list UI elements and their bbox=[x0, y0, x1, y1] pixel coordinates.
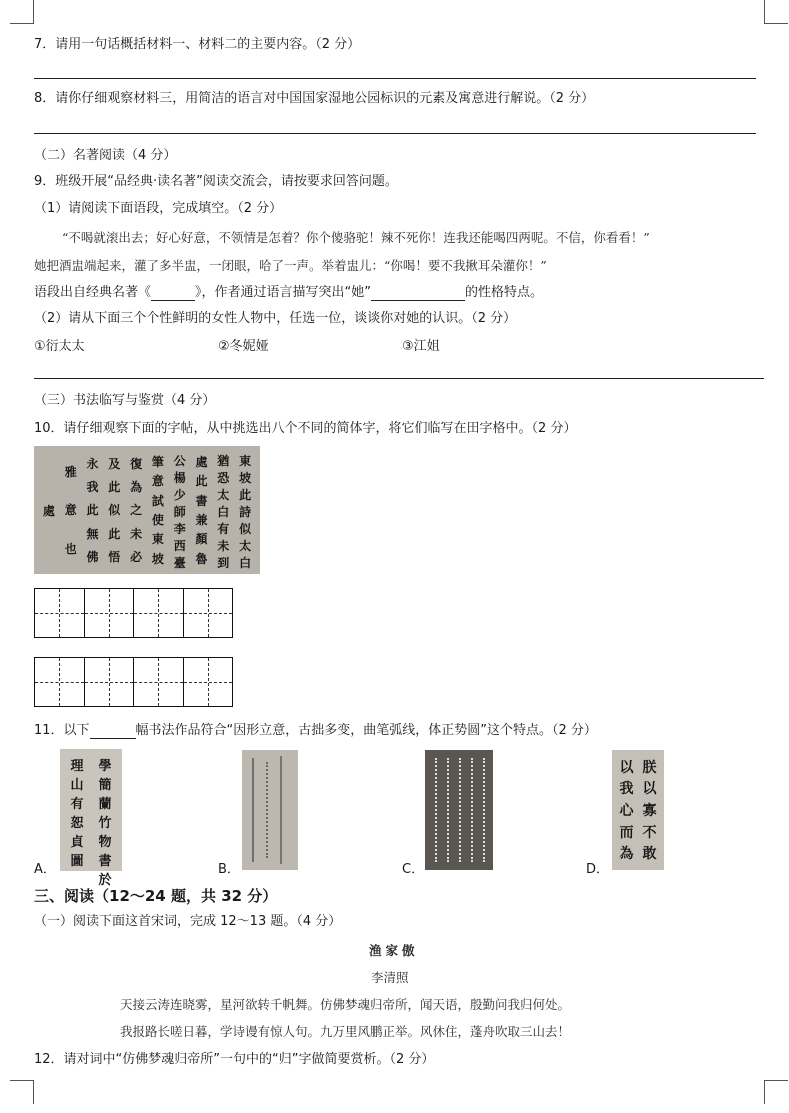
copybook-char: 永 bbox=[86, 457, 99, 472]
tianzige-cell[interactable] bbox=[183, 588, 234, 638]
question-7: 7．请用一句话概括材料一、材料二的主要内容。（2 分） bbox=[34, 37, 361, 52]
calligraphy-char: 不 bbox=[642, 824, 657, 841]
option-character-1: ①衍太太 bbox=[34, 339, 85, 354]
copybook-char: 試 bbox=[151, 493, 164, 508]
copybook-column bbox=[125, 452, 147, 568]
copybook-char: 此 bbox=[239, 488, 252, 502]
calligraphy-char: 而 bbox=[619, 824, 634, 841]
copybook-column bbox=[212, 452, 234, 568]
copybook-char: 東 bbox=[239, 454, 252, 468]
subsection-song-ci: （一）阅读下面这首宋词，完成 12～13 题。（4 分） bbox=[34, 914, 342, 929]
copybook-char: 似 bbox=[108, 503, 121, 518]
crop-mark-top-right bbox=[764, 0, 788, 24]
fill-blank-sentence bbox=[34, 285, 543, 301]
copybook-column bbox=[103, 452, 125, 568]
poem-author: 李清照 bbox=[371, 970, 409, 985]
copybook-char: 也 bbox=[64, 542, 77, 557]
copybook-char: 魯 bbox=[195, 551, 208, 566]
tianzige-cell[interactable] bbox=[34, 657, 85, 707]
copybook-char: 李 bbox=[173, 522, 186, 536]
calligraphy-option-a-image bbox=[60, 749, 122, 888]
question-8: 8．请你仔细观察材料三，用简洁的语言对中国国家湿地公园标识的元素及寓意进行解说。（2 分） bbox=[34, 91, 595, 106]
calligraphy-column bbox=[615, 756, 638, 864]
option-character-3: ③江姐 bbox=[402, 339, 440, 354]
copybook-column bbox=[191, 452, 213, 568]
copybook-char: 意 bbox=[64, 503, 77, 518]
copybook-char: 我 bbox=[86, 480, 99, 495]
copybook-char: 此 bbox=[86, 503, 99, 518]
crop-mark-bottom-left bbox=[10, 1080, 34, 1104]
copybook-char: 師 bbox=[173, 505, 186, 519]
copybook-column bbox=[60, 452, 82, 568]
copybook-char: 白 bbox=[217, 505, 230, 519]
copybook-char: 復 bbox=[130, 457, 143, 472]
tianzige-cell[interactable] bbox=[84, 657, 135, 707]
copybook-char: 此 bbox=[108, 526, 121, 541]
copybook-char: 東 bbox=[151, 532, 164, 547]
copybook-column bbox=[169, 452, 191, 568]
answer-line-q7[interactable] bbox=[34, 78, 756, 79]
copybook-char: 詩 bbox=[239, 505, 252, 519]
calligraphy-option-c-image bbox=[425, 750, 493, 870]
answer-blank-q11[interactable] bbox=[90, 725, 136, 739]
copybook-char: 少 bbox=[173, 488, 186, 502]
crop-mark-bottom-right bbox=[764, 1080, 788, 1104]
poem-line-2: 我报路长嗟日暮，学诗谩有惊人句。九万里风鹏正举。风休住，蓬舟吹取三山去！ bbox=[120, 1024, 571, 1039]
copybook-char: 未 bbox=[217, 539, 230, 553]
calligraphy-char: 以 bbox=[619, 759, 634, 776]
copybook-char: 太 bbox=[217, 488, 230, 502]
question-11-text-a: 11．以下 bbox=[34, 723, 90, 738]
calligraphy-char: 以 bbox=[642, 781, 657, 798]
calligraphy-char: 學 bbox=[98, 759, 112, 774]
passage-line-1: “不喝就滚出去；好心好意，不领情是怎着？你个傻骆驼！辣不死你！连我还能喝四两呢。不信，你看看！” bbox=[62, 230, 650, 245]
calligraphy-char: 圖 bbox=[70, 854, 84, 869]
fill-text-a: 语段出自经典名著《 bbox=[34, 285, 152, 300]
calligraphy-char: 山 bbox=[70, 778, 84, 793]
copybook-column bbox=[38, 452, 60, 568]
copybook-char: 雅 bbox=[64, 464, 77, 479]
copybook-char: 恐 bbox=[217, 471, 230, 485]
copybook-char: 顏 bbox=[195, 532, 208, 547]
part-three-title: 三、阅读（12～24 题，共 32 分） bbox=[34, 887, 278, 905]
copybook-char: 及 bbox=[108, 457, 121, 472]
copybook-char: 為 bbox=[130, 480, 143, 495]
copybook-char: 兼 bbox=[195, 513, 208, 528]
tianzige-cell[interactable] bbox=[84, 588, 135, 638]
calligraphy-char: 理 bbox=[70, 759, 84, 774]
question-11 bbox=[34, 723, 597, 739]
calligraphy-char: 簡 bbox=[98, 778, 112, 793]
poem-line-1: 天接云涛连晓雾，星河欲转千帆舞。仿佛梦魂归帝所，闻天语，殷勤问我归何处。 bbox=[120, 997, 571, 1012]
calligraphy-char: 為 bbox=[619, 846, 634, 863]
question-9-part-2: （2）请从下面三个个性鲜明的女性人物中，任选一位，谈谈你对她的认识。（2 分） bbox=[34, 311, 517, 326]
copybook-char: 必 bbox=[130, 549, 143, 564]
calligraphy-option-b-image bbox=[242, 750, 298, 870]
copybook-column bbox=[82, 452, 104, 568]
tianzige-cell[interactable] bbox=[34, 588, 85, 638]
copybook-char: 處 bbox=[195, 455, 208, 470]
question-9: 9．班级开展“品经典·读名著”阅读交流会，请按要求回答问题。 bbox=[34, 174, 398, 189]
question-12: 12．请对词中“仿佛梦魂归帝所”一句中的“归”字做简要赏析。（2 分） bbox=[34, 1052, 435, 1067]
calligraphy-char: 有 bbox=[70, 797, 84, 812]
copybook-char: 到 bbox=[217, 556, 230, 570]
poem-title: 渔家傲 bbox=[369, 943, 419, 958]
copybook-char: 臺 bbox=[173, 556, 186, 570]
calligraphy-option-d-image bbox=[612, 750, 664, 870]
question-10: 10．请仔细观察下面的字帖，从中挑选出八个不同的简体字，将它们临写在田字格中。（2 分） bbox=[34, 421, 577, 436]
copybook-char: 書 bbox=[195, 493, 208, 508]
section-title-classics: （二）名著阅读（4 分） bbox=[34, 148, 177, 163]
option-label-d[interactable]: D． bbox=[586, 862, 610, 877]
copybook-column bbox=[234, 452, 256, 568]
copybook-char: 意 bbox=[151, 474, 164, 489]
option-label-b[interactable]: B． bbox=[218, 862, 240, 877]
calligraphy-char: 蘭 bbox=[98, 797, 112, 812]
calligraphy-column bbox=[63, 755, 91, 869]
tianzige-cell[interactable] bbox=[133, 588, 184, 638]
calligraphy-char: 竹 bbox=[98, 816, 112, 831]
copybook-char: 未 bbox=[130, 526, 143, 541]
calligraphy-column bbox=[638, 756, 661, 864]
calligraphy-column bbox=[91, 755, 119, 888]
calligraphy-char: 貞 bbox=[70, 835, 84, 850]
calligraphy-char: 我 bbox=[619, 781, 634, 798]
answer-line-q9[interactable] bbox=[34, 378, 764, 379]
crop-mark-top-left bbox=[10, 0, 34, 24]
calligraphy-copybook-image bbox=[34, 446, 260, 574]
copybook-char: 有 bbox=[217, 522, 230, 536]
copybook-char: 楊 bbox=[173, 471, 186, 485]
copybook-char: 使 bbox=[151, 513, 164, 528]
fill-text-c: 的性格特点。 bbox=[465, 285, 544, 300]
tianzige-cell[interactable] bbox=[183, 657, 234, 707]
copybook-char: 西 bbox=[173, 539, 186, 553]
copybook-char: 佛 bbox=[86, 549, 99, 564]
copybook-char: 處 bbox=[42, 503, 55, 518]
copybook-column bbox=[147, 452, 169, 568]
copybook-char: 太 bbox=[239, 539, 252, 553]
option-label-c[interactable]: C． bbox=[402, 862, 425, 877]
fill-text-b: 》，作者通过语言描写突出“她” bbox=[195, 285, 371, 300]
copybook-char: 猶 bbox=[217, 454, 230, 468]
calligraphy-char: 物 bbox=[98, 835, 112, 850]
calligraphy-char: 於 bbox=[98, 873, 112, 888]
copybook-char: 公 bbox=[173, 454, 186, 468]
copybook-char: 此 bbox=[108, 480, 121, 495]
calligraphy-char: 書 bbox=[98, 854, 112, 869]
trait-blank[interactable] bbox=[371, 287, 465, 301]
answer-line-q8[interactable] bbox=[34, 133, 756, 134]
calligraphy-char: 朕 bbox=[642, 759, 657, 776]
option-label-a[interactable]: A． bbox=[34, 862, 56, 877]
calligraphy-char: 心 bbox=[619, 802, 634, 819]
question-9-part-1: （1）请阅读下面语段，完成填空。（2 分） bbox=[34, 201, 283, 216]
copybook-char: 悟 bbox=[108, 549, 121, 564]
calligraphy-char: 恕 bbox=[70, 816, 84, 831]
copybook-char: 白 bbox=[239, 556, 252, 570]
copybook-char: 無 bbox=[86, 526, 99, 541]
tianzige-row-1 bbox=[34, 588, 232, 638]
calligraphy-char: 寡 bbox=[642, 802, 657, 819]
question-11-text-b: 幅书法作品符合“因形立意，古拙多变，曲笔弧线，体正势圆”这个特点。（2 分） bbox=[135, 723, 597, 738]
copybook-char: 似 bbox=[239, 522, 252, 536]
tianzige-row-2 bbox=[34, 657, 232, 707]
copybook-char: 此 bbox=[195, 474, 208, 489]
copybook-char: 坡 bbox=[151, 551, 164, 566]
copybook-char: 筆 bbox=[151, 455, 164, 470]
calligraphy-char: 敢 bbox=[642, 846, 657, 863]
book-title-blank[interactable] bbox=[151, 287, 195, 301]
tianzige-cell[interactable] bbox=[133, 657, 184, 707]
copybook-char: 之 bbox=[130, 503, 143, 518]
passage-line-2: 她把酒盅端起来，灌了多半盅，一闭眼，哈了一声。举着盅儿：“你喝！要不我揪耳朵灌你！” bbox=[34, 258, 547, 273]
copybook-char: 坡 bbox=[239, 471, 252, 485]
option-character-2: ②冬妮娅 bbox=[218, 339, 269, 354]
section-title-calligraphy: （三）书法临写与鉴赏（4 分） bbox=[34, 393, 216, 408]
